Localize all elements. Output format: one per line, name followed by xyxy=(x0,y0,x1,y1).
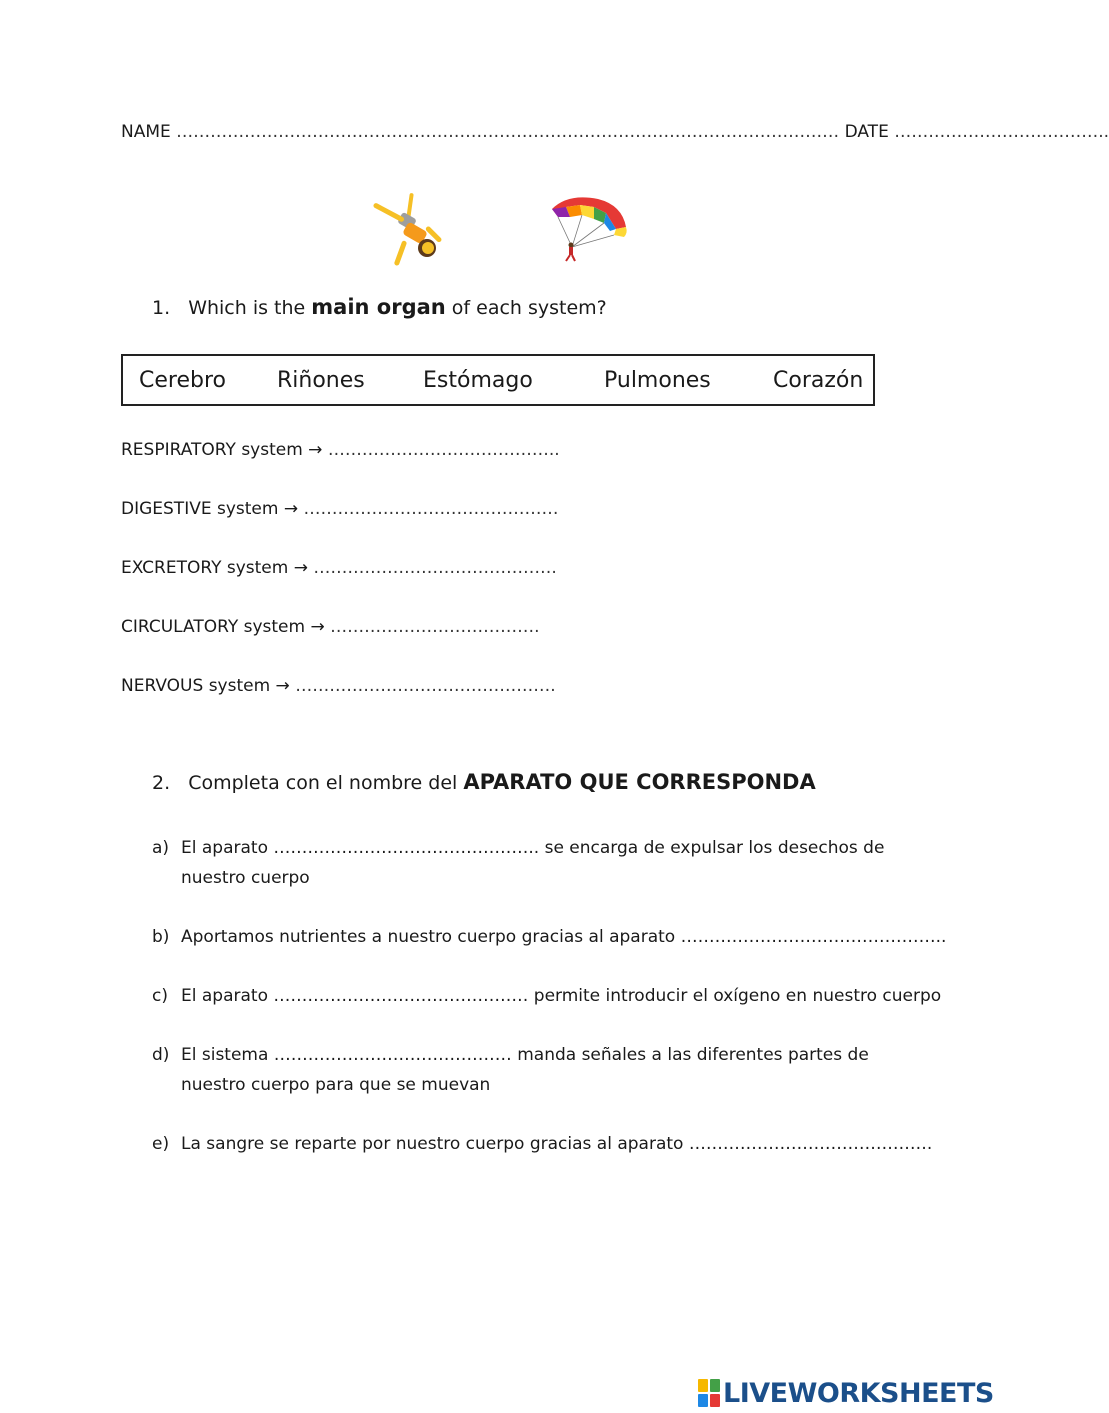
item-text[interactable]: El aparato ……………………………………….. se encarga de expulsar los desechos de xyxy=(181,838,885,858)
item-d xyxy=(152,1040,869,1095)
question-1-number: 1. xyxy=(152,297,171,319)
organ-cerebro: Cerebro xyxy=(139,368,226,393)
item-e xyxy=(152,1129,933,1159)
person-cartwheeling-icon xyxy=(368,190,448,270)
item-text[interactable]: El sistema …………………………………… manda señales a las diferentes partes de xyxy=(181,1045,869,1065)
item-letter: a) xyxy=(152,838,170,858)
system-label: CIRCULATORY system → xyxy=(121,617,325,637)
system-row-nervous xyxy=(121,676,556,696)
system-row-digestive xyxy=(121,499,559,519)
system-label: RESPIRATORY system → xyxy=(121,440,323,460)
answer-field[interactable]: ……………………………………. xyxy=(313,558,557,578)
answer-field[interactable]: ………………………………….. xyxy=(327,440,560,460)
system-row-circulatory xyxy=(121,617,540,637)
item-text[interactable]: La sangre se reparte por nuestro cuerpo gracias al aparato ……………………………………. xyxy=(181,1134,933,1154)
logo-mark-icon xyxy=(698,1379,720,1407)
date-field[interactable]: ……………………………….. xyxy=(894,122,1109,142)
organ-estomago: Estómago xyxy=(423,368,533,393)
item-text[interactable]: Aportamos nutrientes a nuestro cuerpo gracias al aparato ……………………………………….. xyxy=(181,927,947,947)
organ-corazon: Corazón xyxy=(773,368,864,393)
organ-pulmones: Pulmones xyxy=(604,368,711,393)
question-2-number: 2. xyxy=(152,772,171,794)
answer-field[interactable]: ………………………………………. xyxy=(295,676,556,696)
system-label: EXCRETORY system → xyxy=(121,558,308,578)
item-c xyxy=(152,981,942,1011)
date-label: DATE xyxy=(844,122,889,142)
question-1 xyxy=(152,295,607,319)
question-2-bold: APARATO QUE CORRESPONDA xyxy=(463,770,816,794)
question-1-bold: main organ xyxy=(311,295,446,319)
liveworksheets-logo[interactable] xyxy=(698,1378,994,1408)
item-text[interactable]: El aparato ……………………………………… permite introducir el oxígeno en nuestro cuerpo xyxy=(181,986,942,1006)
question-1-text-after: of each system? xyxy=(451,297,607,319)
item-letter: d) xyxy=(152,1045,170,1065)
question-2-text: Completa con el nombre del xyxy=(188,772,458,794)
item-text-continued: nuestro cuerpo para que se muevan xyxy=(181,1075,491,1095)
system-label: NERVOUS system → xyxy=(121,676,290,696)
organ-word-bank xyxy=(121,354,875,406)
name-field[interactable]: ……………………………………………………………………………………………………… xyxy=(176,122,840,142)
item-b xyxy=(152,922,947,952)
question-2 xyxy=(152,770,816,794)
answer-field[interactable]: ……………………………………… xyxy=(303,499,559,519)
item-letter: b) xyxy=(152,927,170,947)
item-text-continued: nuestro cuerpo xyxy=(181,868,310,888)
item-a xyxy=(152,833,885,888)
question-1-text: Which is the xyxy=(188,297,306,319)
organ-rinones: Riñones xyxy=(277,368,365,393)
answer-field[interactable]: ………………………………. xyxy=(330,617,540,637)
name-line xyxy=(121,122,1109,142)
item-letter: c) xyxy=(152,986,168,1006)
system-label: DIGESTIVE system → xyxy=(121,499,299,519)
system-row-respiratory xyxy=(121,440,560,460)
logo-text: LIVEWORKSHEETS xyxy=(723,1377,994,1409)
system-row-excretory xyxy=(121,558,557,578)
parachute-icon xyxy=(548,195,630,265)
name-label: NAME xyxy=(121,122,171,142)
item-letter: e) xyxy=(152,1134,170,1154)
